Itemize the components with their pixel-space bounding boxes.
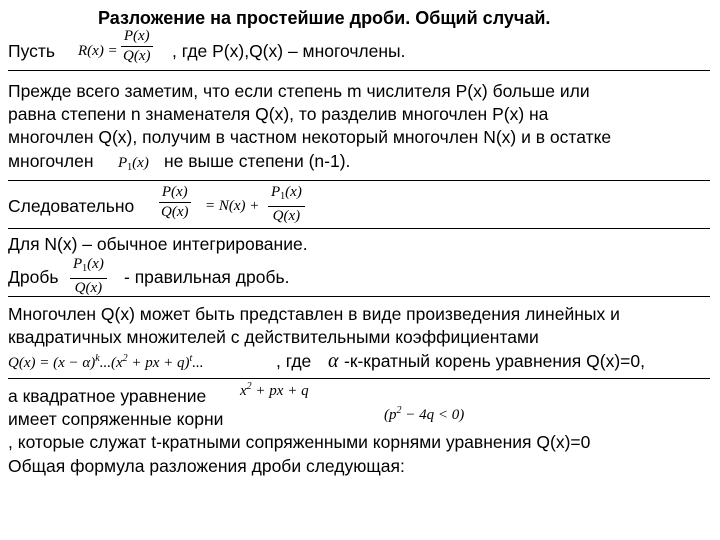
proper-numerator: $P_1(x)$	[70, 256, 107, 279]
pq-fraction	[158, 184, 191, 221]
proper-fraction	[70, 256, 107, 297]
proper-denominator: Q(x)	[74, 280, 103, 296]
where-label: , где	[276, 351, 312, 371]
rx-fraction	[120, 28, 153, 65]
integration-note: Для N(x) – обычное интегрирование.	[8, 234, 308, 254]
p1-formula: $P_1(x)$	[118, 155, 149, 173]
para1-line3: многочлен Q(x), получим в частном некоторый многочлен N(x) и в остатке	[8, 127, 612, 147]
pq-numerator: P(x)	[159, 184, 191, 203]
para1-line1: Прежде всего заметим, что если степень m числителя P(x) больше или	[8, 81, 590, 101]
alpha-symbol: α	[328, 350, 339, 372]
divider	[8, 296, 710, 297]
n-plus: = N(x) +	[205, 198, 260, 214]
quad-formula: $x^2$ + px + q	[240, 381, 309, 399]
quad-line1: а квадратное уравнение	[8, 386, 207, 406]
where-polynomials: , где P(x),Q(x) – многочлены.	[172, 41, 406, 61]
para2-line1: Многочлен Q(x) может быть представлен в виде произведения линейных и	[8, 304, 620, 324]
let-label: Пусть	[8, 41, 56, 61]
rx-denominator: Q(x)	[123, 48, 151, 64]
divider	[8, 228, 710, 229]
pq-denominator: Q(x)	[161, 204, 189, 220]
proper-fraction-note: - правильная дробь.	[124, 267, 290, 287]
para1-line4: многочлен	[8, 151, 94, 171]
para1-line2: равна степени n знаменателя Q(x), то разделив многочлен P(x) на	[8, 104, 549, 124]
factorization-formula: $Q(x) = (x - \alpha)^k...(x^2$ + px + q)$^t$...	[8, 353, 204, 371]
fraction-label: Дробь	[8, 267, 59, 287]
para2-line2: квадратичных множителей с действительными коэффициентами	[8, 327, 539, 347]
root-note: -к-кратный корень уравнения Q(x)=0,	[344, 351, 645, 371]
divider	[8, 180, 710, 181]
discriminant-condition: $(p^2 - 4q < 0)$	[384, 405, 465, 423]
rx-lhs: R(x) =	[78, 43, 118, 59]
quad-line2: имеет сопряженные корни	[8, 409, 224, 429]
rx-numerator: P(x)	[121, 28, 153, 47]
therefore-label: Следовательно	[8, 196, 135, 216]
divider	[8, 70, 710, 71]
para1-line4-end: не выше степени (n-1).	[164, 151, 351, 171]
quad-line3: , которые служат t-кратными сопряженными корнями уравнения Q(x)=0	[8, 432, 591, 452]
p1q-denominator: Q(x)	[272, 208, 301, 224]
quad-line4: Общая формула разложения дроби следующая:	[8, 456, 405, 476]
p1q-numerator: $P_1(x)$	[268, 184, 305, 207]
page-title: Разложение на простейшие дроби. Общий случай.	[98, 8, 551, 28]
p1q-fraction	[268, 184, 305, 225]
divider	[8, 378, 710, 379]
